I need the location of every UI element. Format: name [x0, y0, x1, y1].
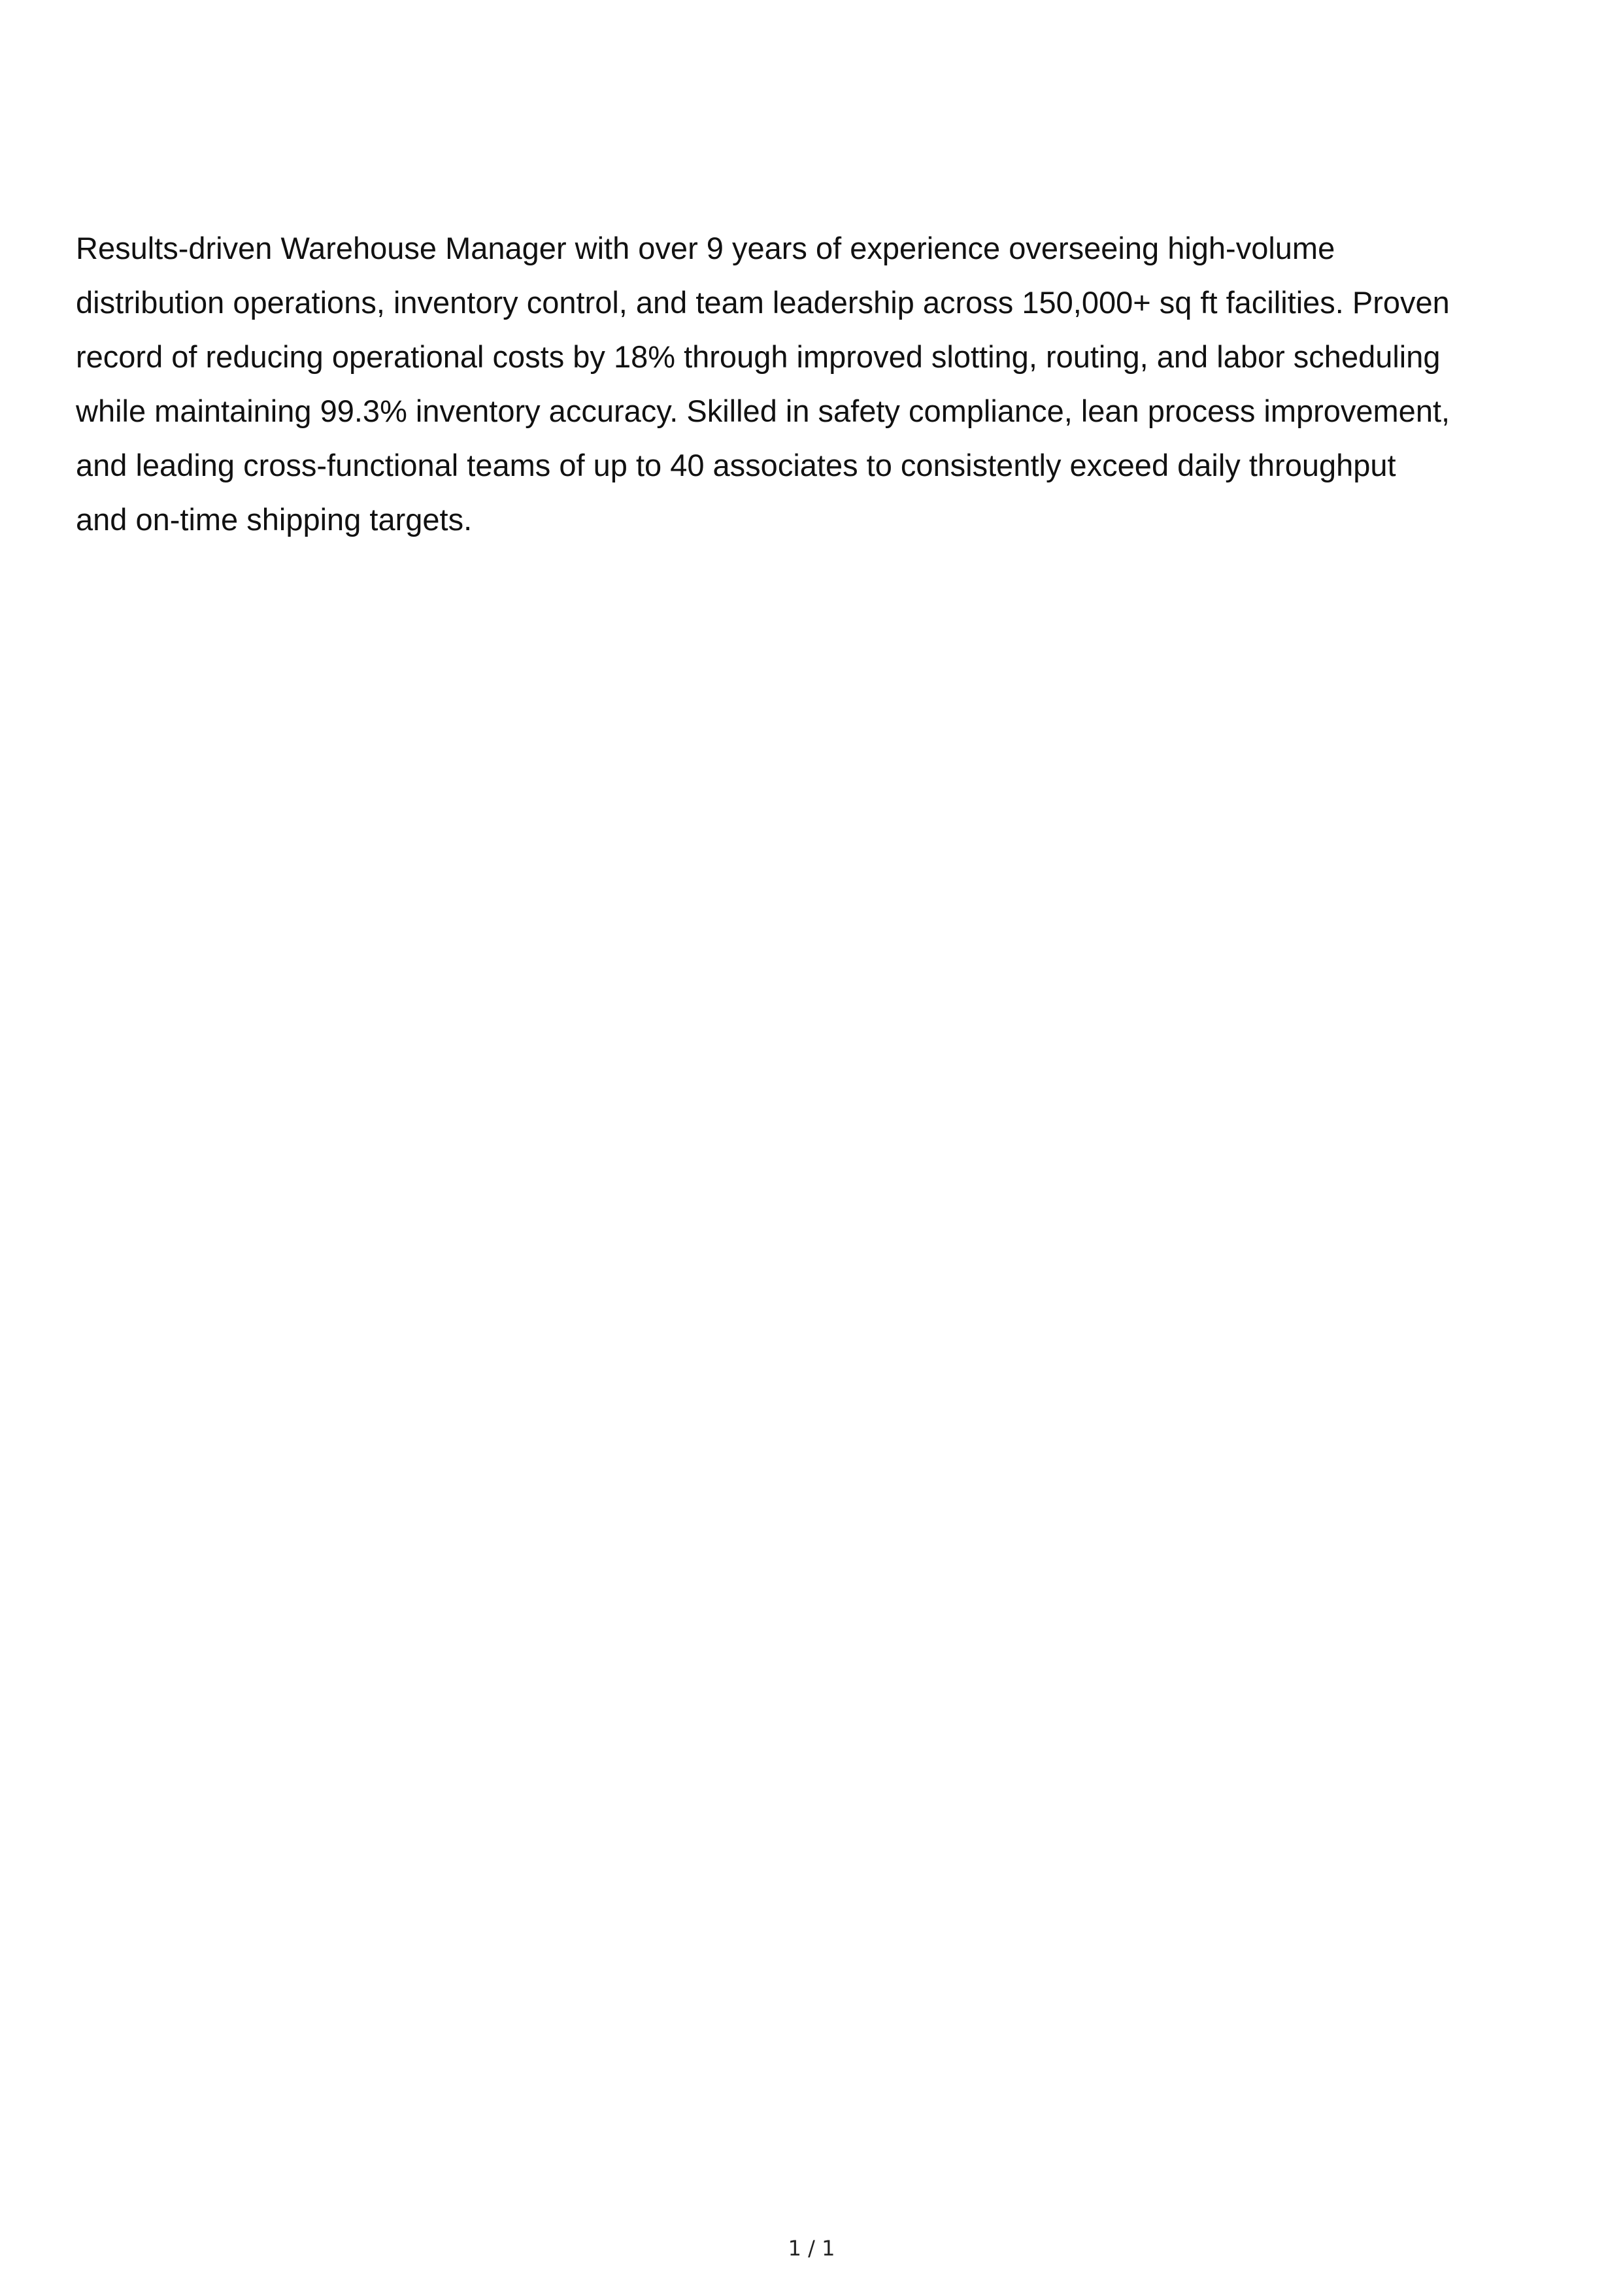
summary-line: distribution operations, inventory control, and team leadership across 150,000+ sq ft facilities. Proven [76, 285, 1450, 320]
professional-summary [76, 221, 1560, 547]
summary-line: while maintaining 99.3% inventory accuracy. Skilled in safety compliance, lean process improvement, [76, 394, 1450, 428]
summary-line: record of reducing operational costs by 18% through improved slotting, routing, and labor scheduling [76, 339, 1441, 374]
summary-line: Results-driven Warehouse Manager with over 9 years of experience overseeing high-volume [76, 231, 1335, 265]
page-number: 1 / 1 [788, 2236, 835, 2261]
summary-line: and on-time shipping targets. [76, 502, 473, 537]
summary-line: and leading cross-functional teams of up to 40 associates to consistently exceed daily throughput [76, 448, 1396, 482]
